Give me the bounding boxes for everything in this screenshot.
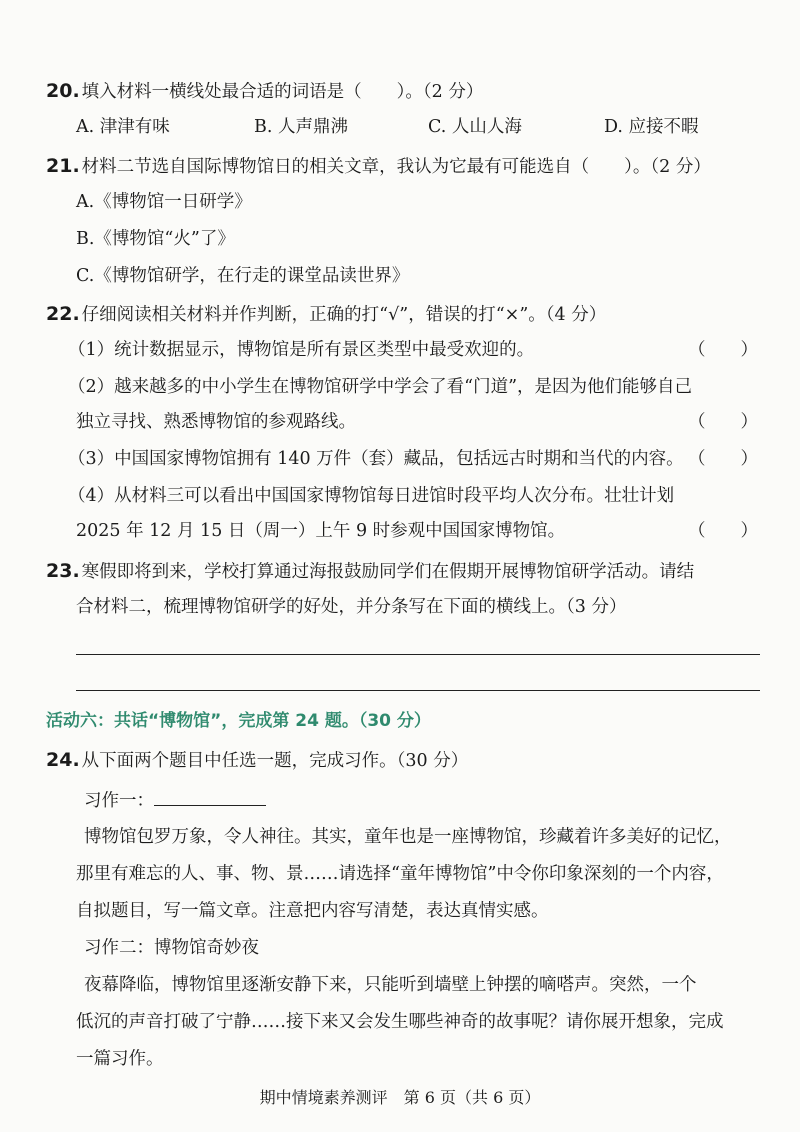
writing-option-1-line3: 自拟题目，写一篇文章。注意把内容写清楚，表达真情实感。: [76, 901, 549, 921]
judgement-item-2-line2: 独立寻找、熟悉博物馆的参观路线。: [76, 412, 356, 432]
judgement-answer-4[interactable]: （ ）: [688, 521, 758, 541]
question-21-option-c[interactable]: C.《博物馆研学，在行走的课堂品读世界》: [76, 266, 410, 286]
question-23-line2: 合材料二，梳理博物馆研学的好处，并分条写在下面的横线上。（3 分）: [76, 597, 627, 617]
answer-line-1[interactable]: [76, 654, 760, 655]
question-number: 23.: [46, 560, 80, 582]
writing-option-2-label: 习作二：博物馆奇妙夜: [84, 938, 259, 958]
writing-option-2-line2: 低沉的声音打破了宁静……接下来又会发生哪些神奇的故事呢？请你展开想象，完成: [76, 1012, 724, 1032]
judgement-answer-1[interactable]: （ ）: [688, 340, 758, 360]
writing-option-1-line2: 那里有难忘的人、事、物、景……请选择“童年博物馆”中令你印象深刻的一个内容，: [76, 864, 724, 884]
question-text: 材料二节选自国际博物馆日的相关文章，我认为它最有可能选自（ ）。（2 分）: [81, 157, 711, 177]
title-blank[interactable]: [154, 789, 266, 806]
judgement-item-4-line1: （4）从材料三可以看出中国国家博物馆每日进馆时段平均人次分布。壮壮计划: [68, 486, 675, 506]
question-21-option-a[interactable]: A.《博物馆一日研学》: [76, 192, 252, 212]
option-b[interactable]: B. 人声鼎沸: [254, 117, 348, 137]
judgement-item-4-line2: 2025 年 12 月 15 日（周一）上午 9 时参观中国国家博物馆。: [76, 521, 566, 541]
question-text: 寒假即将到来，学校打算通过海报鼓励同学们在假期开展博物馆研学活动。请结: [81, 562, 695, 582]
writing-option-1-label: [84, 789, 760, 812]
option-a[interactable]: A. 津津有味: [76, 117, 170, 137]
answer-line-2[interactable]: [76, 690, 760, 691]
writing-option-2-line3: 一篇习作。: [76, 1049, 164, 1069]
judgement-item-1: （1）统计数据显示，博物馆是所有景区类型中最受欢迎的。: [68, 340, 535, 360]
question-21-stem: [46, 155, 760, 178]
activity-six-heading: 活动六：共话“博物馆”，完成第 24 题。（30 分）: [46, 711, 431, 731]
question-text: 填入材料一横线处最合适的词语是（ ）。（2 分）: [81, 82, 484, 102]
writing-option-label: 习作一：: [84, 791, 154, 811]
writing-option-1-line1: 博物馆包罗万象，令人神往。其实，童年也是一座博物馆，珍藏着许多美好的记忆，: [84, 827, 732, 847]
judgement-item-3: （3）中国国家博物馆拥有 140 万件（套）藏品，包括远古时期和当代的内容。: [68, 449, 684, 469]
question-20-stem: [46, 80, 760, 103]
option-c[interactable]: C. 人山人海: [428, 117, 522, 137]
judgement-answer-3[interactable]: （ ）: [688, 449, 758, 469]
writing-option-2-line1: 夜幕降临，博物馆里逐渐安静下来，只能听到墙壁上钟摆的嘀嗒声。突然，一个: [84, 975, 697, 995]
question-23-line1: [46, 560, 760, 583]
question-text: 从下面两个题目中任选一题，完成习作。（30 分）: [81, 751, 469, 771]
question-22-stem: [46, 303, 760, 326]
page-footer: 期中情境素养测评 第 6 页（共 6 页）: [259, 1088, 541, 1107]
question-21-option-b[interactable]: B.《博物馆“火”了》: [76, 229, 235, 249]
question-number: 22.: [46, 303, 80, 325]
judgement-answer-2[interactable]: （ ）: [688, 412, 758, 432]
question-24-stem: [46, 749, 760, 772]
option-d[interactable]: D. 应接不暇: [604, 117, 699, 137]
question-number: 21.: [46, 155, 80, 177]
judgement-item-2-line1: （2）越来越多的中小学生在博物馆研学中学会了看“门道”，是因为他们能够自己: [68, 377, 693, 397]
question-number: 20.: [46, 80, 80, 102]
question-number: 24.: [46, 749, 80, 771]
question-text: 仔细阅读相关材料并作判断，正确的打“√”，错误的打“×”。（4 分）: [81, 305, 607, 325]
